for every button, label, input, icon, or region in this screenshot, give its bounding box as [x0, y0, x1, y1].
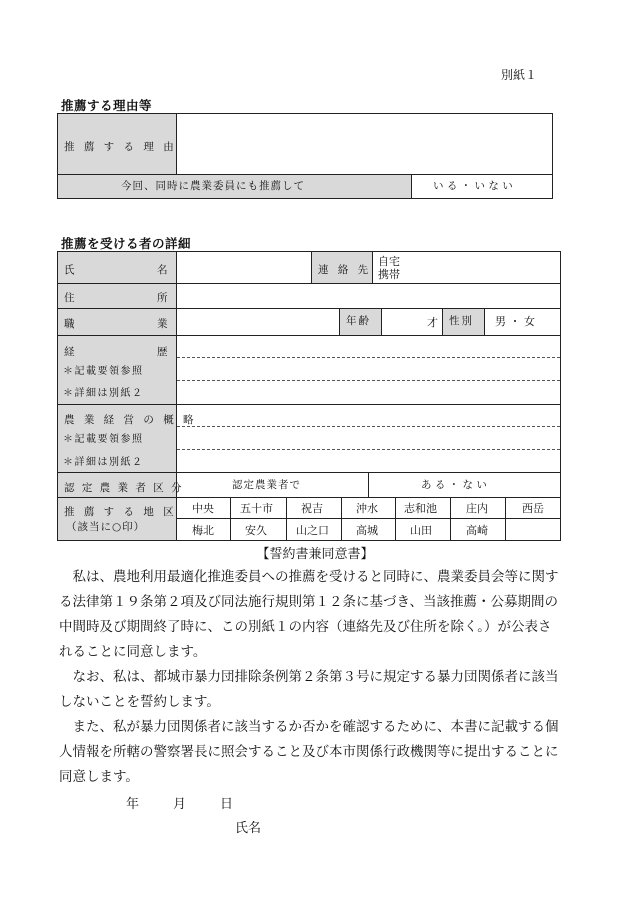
address-label-1: 住: [64, 292, 78, 304]
concurrent-options: い る ・ い な い: [433, 180, 513, 192]
district-label: 推 薦 す る 地 区: [64, 506, 177, 518]
contact-mobile: 携帯: [378, 268, 400, 281]
district-isoichi[interactable]: 五十市: [240, 502, 273, 515]
district-takajo[interactable]: 高城: [356, 524, 378, 537]
career-label-2: 歴: [157, 346, 171, 358]
district-yamada[interactable]: 山田: [410, 524, 432, 537]
signature-label: 氏名: [235, 821, 262, 836]
age-unit: 才: [427, 316, 438, 329]
age-label: 年齢: [346, 315, 371, 327]
district-iwayoshi[interactable]: 祝吉: [301, 502, 323, 515]
address-input[interactable]: [177, 284, 560, 308]
gender-options[interactable]: 男 ・ 女: [495, 315, 535, 328]
district-shonai[interactable]: 庄内: [466, 502, 488, 515]
certified-text: 認定農業者で: [232, 479, 301, 491]
oath-paragraph-1: 私は、農地利用最適化推進委員への推薦を受けると同時に、農業委員会等に関する法律第１９条第２項及び同法施行規則第１２条に基づき、当該推薦・公募期間の中間時及び期間終了時に、この別紙１の内容（連絡先及び住所を除く。）が公表されることに同意します。: [59, 569, 559, 660]
farm-note-1: ＊記載要領参照: [63, 434, 144, 445]
certified-label: 認 定 農 業 者 区 分: [64, 482, 184, 494]
address-label-2: 所: [157, 292, 171, 304]
name-label-1: 氏: [64, 264, 78, 276]
career-note-2: ＊詳細は別紙２: [63, 388, 144, 399]
district-yasuhisa[interactable]: 安久: [245, 524, 267, 537]
contact-input[interactable]: [405, 252, 560, 283]
reason-section-heading: 推薦する理由等: [61, 98, 153, 113]
signature-input[interactable]: [265, 812, 515, 834]
occupation-label-1: 職: [64, 318, 78, 330]
attachment-label: 別紙１: [501, 68, 538, 82]
career-input[interactable]: [177, 336, 560, 404]
occupation-input[interactable]: [177, 309, 339, 335]
reason-label: 推 薦 す る 理 由: [64, 141, 177, 153]
district-chuo[interactable]: 中央: [192, 502, 214, 515]
oath-paragraph-3: また、私が暴力団関係者に該当するか否かを確認するために、本書に記載する個人情報を所轄の警察署長に照会すること及び本市関係行政機関等に提出することに同意します。: [59, 719, 559, 785]
farm-label: 農 業 経 営 の 概 略: [64, 414, 197, 426]
name-label-2: 名: [157, 264, 171, 276]
name-input[interactable]: [177, 252, 311, 283]
career-label-1: 経: [64, 346, 78, 358]
district-shiwachi[interactable]: 志和池: [404, 502, 437, 515]
district-yamanokuchi[interactable]: 山之口: [296, 524, 329, 537]
farm-note-2: ＊詳細は別紙２: [63, 457, 144, 468]
details-section-heading: 推薦を受ける者の詳細: [61, 236, 192, 251]
district-sub: （該当に○印）: [66, 521, 146, 533]
district-takazaki[interactable]: 高崎: [466, 524, 488, 537]
date-month: 月: [173, 797, 187, 812]
farm-input[interactable]: [177, 405, 560, 472]
oath-paragraph-2: なお、私は、都城市暴力団排除条例第２条第３号に規定する暴力団関係者に該当しないことを誓約します。: [59, 669, 559, 710]
gender-label: 性別: [449, 315, 474, 327]
concurrent-question: 今回、同時に農業委員にも推薦して: [121, 180, 305, 192]
certified-options[interactable]: あ る ・ な い: [421, 479, 487, 491]
contact-home: 自宅: [378, 255, 400, 268]
district-nishidake[interactable]: 西岳: [522, 502, 544, 515]
reason-input[interactable]: [176, 113, 553, 175]
district-okimizu[interactable]: 沖水: [356, 502, 378, 515]
career-note-1: ＊記載要領参照: [63, 366, 144, 377]
date-day: 日: [220, 797, 234, 812]
oath-title: 【誓約書兼同意書】: [256, 547, 374, 562]
oath-body: [59, 565, 564, 790]
date-year: 年: [126, 797, 140, 812]
district-umekita[interactable]: 梅北: [192, 524, 214, 537]
contact-label: 連 絡 先: [318, 264, 372, 276]
occupation-label-2: 業: [157, 318, 171, 330]
